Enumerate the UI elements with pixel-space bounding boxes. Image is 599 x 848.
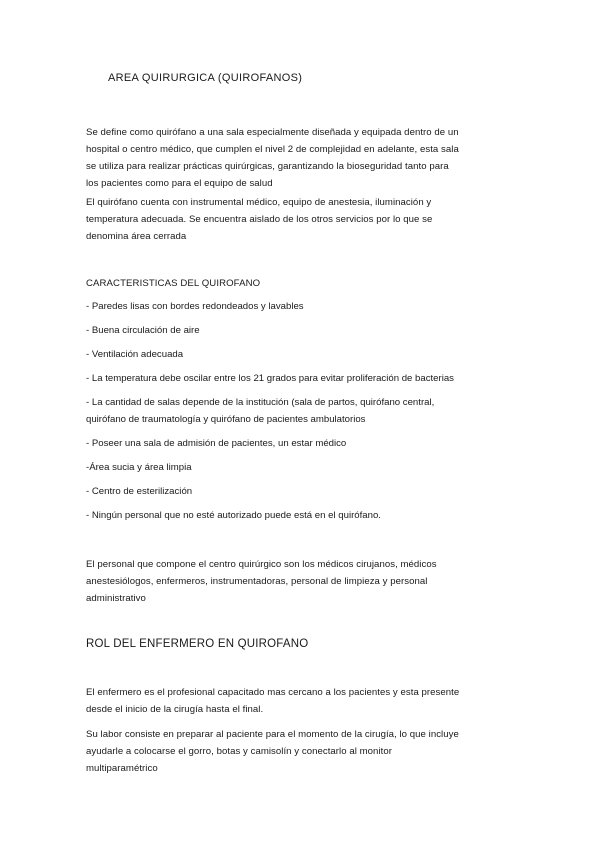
paragraph-line: Su labor consiste en preparar al paciente para el momento de la cirugía, lo que incluye xyxy=(86,729,459,740)
list-item xyxy=(86,298,546,315)
list-item-line: - Paredes lisas con bordes redondeados y lavables xyxy=(86,301,304,312)
role-heading: ROL DEL ENFERMERO EN QUIROFANO xyxy=(86,638,309,650)
paragraph-line: ayudarle a colocarse el gorro, botas y camisolín y conectarlo al monitor xyxy=(86,746,392,757)
list-item-line: - Centro de esterilización xyxy=(86,486,193,497)
paragraph-line: denomina área cerrada xyxy=(86,231,187,242)
list-item xyxy=(86,507,546,524)
paragraph-line: anestesiólogos, enfermeros, instrumentadoras, personal de limpieza y personal xyxy=(86,576,428,587)
list-item xyxy=(86,370,546,387)
document-title: AREA QUIRURGICA (QUIROFANOS) xyxy=(108,72,303,84)
paragraph-line: El quirófano cuenta con instrumental médico, equipo de anestesia, iluminación y xyxy=(86,197,432,208)
characteristics-list xyxy=(86,298,546,531)
list-item xyxy=(86,346,546,363)
list-item xyxy=(86,394,546,428)
list-item xyxy=(86,483,546,500)
list-item-line: -Área sucia y área limpia xyxy=(86,462,192,473)
list-item-line: - Poseer una sala de admisión de pacientes, un estar médico xyxy=(86,438,347,449)
second-paragraph xyxy=(86,194,526,245)
list-item-line: - La temperatura debe oscilar entre los 21 grados para evitar proliferación de bacterias xyxy=(86,373,454,384)
list-item xyxy=(86,459,546,476)
intro-paragraph xyxy=(86,124,526,192)
task-paragraph xyxy=(86,726,526,777)
paragraph-line: los pacientes como para el equipo de salud xyxy=(86,178,273,189)
paragraph-line: El personal que compone el centro quirúrgico son los médicos cirujanos, médicos xyxy=(86,559,437,570)
paragraph-line: desde el inicio de la cirugía hasta el final. xyxy=(86,704,264,715)
list-item-line: quirófano de traumatología y quirófano de pacientes ambulatorios xyxy=(86,414,366,425)
list-item-line: - La cantidad de salas depende de la institución (sala de partos, quirófano central, xyxy=(86,397,435,408)
paragraph-line: hospital o centro médico, que cumplen el nivel 2 de complejidad en adelante, esta sala xyxy=(86,144,459,155)
personnel-paragraph xyxy=(86,556,526,607)
list-item-line: - Buena circulación de aire xyxy=(86,325,200,336)
paragraph-line: El enfermero es el profesional capacitado mas cercano a los pacientes y esta presente xyxy=(86,687,460,698)
list-item-line: - Ningún personal que no esté autorizado puede está en el quirófano. xyxy=(86,510,381,521)
paragraph-line: temperatura adecuada. Se encuentra aislado de los otros servicios por lo que se xyxy=(86,214,433,225)
list-item-line: - Ventilación adecuada xyxy=(86,349,184,360)
list-item xyxy=(86,322,546,339)
role-paragraph xyxy=(86,684,526,718)
paragraph-line: se utiliza para realizar prácticas quirúrgicas, garantizando la bioseguridad tanto para xyxy=(86,161,449,172)
paragraph-line: Se define como quirófano a una sala especialmente diseñada y equipada dentro de un xyxy=(86,127,459,138)
list-item xyxy=(86,435,546,452)
paragraph-line: multiparamétrico xyxy=(86,763,158,774)
characteristics-heading: CARACTERISTICAS DEL QUIROFANO xyxy=(86,278,261,289)
paragraph-line: administrativo xyxy=(86,593,146,604)
